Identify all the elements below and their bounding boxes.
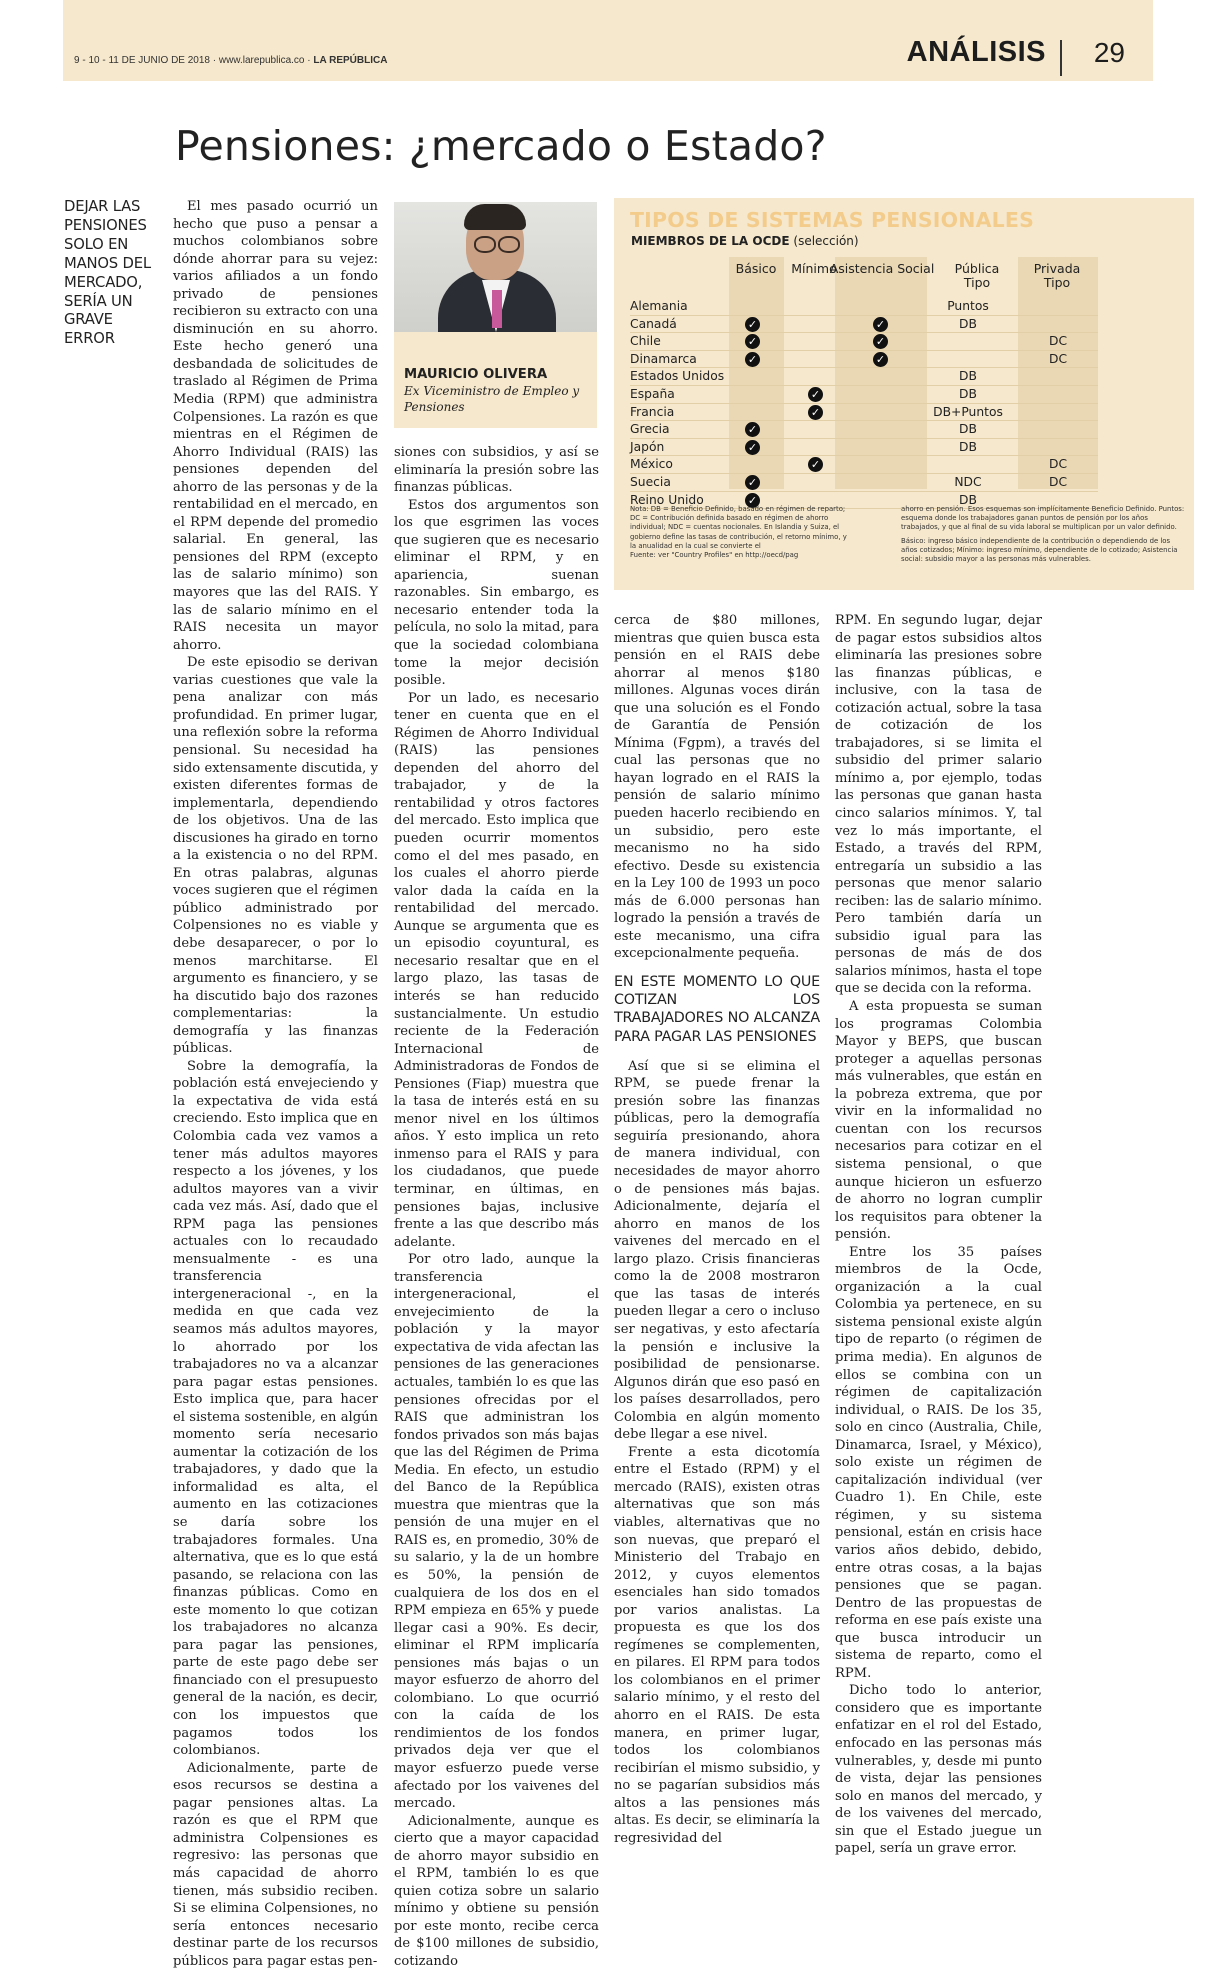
article-column-1	[173, 198, 378, 1970]
country-name: Reino Unido	[630, 492, 704, 507]
header-divider	[1060, 40, 1062, 76]
column-header-privada: Privada Tipo	[1033, 261, 1081, 290]
table-note-right-2: Básico: ingreso básico independiente de la contribución o dependiendo de los años cotizados; Mínimo: ingreso mínimo, dependiente de lo cotizado; Asistencia social: subsidio mayor a las personas más vulnerables.	[901, 537, 1178, 564]
check-icon: ✓	[745, 317, 760, 332]
publica-tipo-cell: DB	[959, 422, 977, 437]
publica-tipo-cell: DB	[959, 439, 977, 454]
table-row	[630, 474, 1190, 492]
check-icon: ✓	[808, 457, 823, 472]
paragraph: cerca de $80 millones, mientras que quien busca esta pensión en el RAIS debe ahorrar al menos $180 millones. Algunas voces dirán que una solución es el Fondo de Garantía de Pensión Mínima (Fgpm), a través del cual las personas que no hayan logrado en el RAIS la pensión de salario mínimo pueden hacerlo recibiendo en un subsidio, pero este mecanismo no ha sido efectivo. Desde su existencia en la Ley 100 de 1993 un poco más de 6.000 personas han logrado la pensión a través de este mecanismo, una cifra excepcionalmente pequeña.	[614, 613, 820, 962]
table-row	[630, 421, 1190, 439]
country-name: Canadá	[630, 316, 677, 331]
date-url-text: 9 - 10 - 11 DE JUNIO DE 2018 · www.larepublica.co ·	[74, 55, 314, 66]
paragraph: Sobre la demografía, la población está envejeciendo y la expectativa de vida está creciendo. Esto implica que en Colombia cada vez vamos a tener más adultos mayores respecto a los jóvenes, y los adultos mayores van a vivir cada vez más. Así, dado que el RPM paga las pensiones actuales con lo recaudado mensualmente - es una transferencia intergeneracional -, en la medida en que cada vez seamos más adultos mayores, lo ahorrado por los trabajadores no va a alcanzar para pagar estas pensiones. Esto implica que, para hacer el sistema sostenible, en algún momento sería necesario aumentar la cotización de los trabajadores, y dado que la informalidad es alta, el aumento en las cotizaciones se daría sobre los trabajadores formales. Una alternativa, que es lo que está pasando, se relaciona con las finanzas públicas. Como en este momento lo que cotizan los trabajadores no alcanza para pagar las pensiones, parte de este pago debe ser financiado con el presupuesto general de la nación, es decir, con los impuestos que pagamos todos los colombianos.	[173, 1058, 378, 1759]
publica-tipo-cell: DB	[959, 316, 977, 331]
column-header-publica: Pública Tipo	[954, 261, 1000, 290]
paragraph: Estos dos argumentos son los que esgrimen las voces que sugieren que es necesario eliminar el RPM, y en apariencia, suenan razonables. Sin embargo, es necesario entender toda la película, no solo la mitad, para que la sociedad colombiana tome la mejor decisión posible.	[394, 497, 599, 689]
column-header-asistencia: Asistencia Social	[829, 261, 935, 276]
country-name: Suecia	[630, 475, 671, 489]
check-icon: ✓	[745, 440, 760, 455]
table-row	[630, 386, 1190, 404]
article-column-3	[614, 612, 820, 1847]
country-name: Grecia	[630, 422, 670, 437]
paragraph: Frente a esta dicotomía entre el Estado (RPM) y el mercado (RAIS), existen otras alternativas que son más viables, alternativas que no son nuevas, que preparó el Ministerio del Trabajo en 2012, y cuyos elementos esenciales han sido tomados por varios analistas. La propuesta es que los dos regímenes se complementen, en pilares. El RPM para todos los colombianos en el primer salario mínimo, y el resto del ahorro en el RAIS. De esta manera, en primer lugar, todos los colombianos recibirían el mismo subsidio, y no se pagarían subsidios más altos a las pensiones más altas. Es decir, se eliminaría la regresividad del	[614, 1444, 820, 1846]
article-title: Pensiones: ¿mercado o Estado?	[175, 122, 827, 170]
check-icon: ✓	[808, 405, 823, 420]
table-subtitle	[631, 234, 859, 248]
check-icon: ✓	[745, 422, 760, 437]
article-column-4	[835, 612, 1042, 1858]
paragraph: Por otro lado, aunque la transferencia intergeneracional, el envejecimiento de la población y la mayor expectativa de vida afectan las pensiones de las generaciones actuales, también lo es que las pensiones ofrecidas por el RAIS que administran los fondos privados son más bajas que las del Régimen de Prima Media. En efecto, un estudio del Banco de la República muestra que mientras que la pensión de una mujer en el RAIS es, en promedio, 30% de su salario, y la de un hombre es 50%, la pensión de cualquiera de los dos en el RPM empieza en 65% y puede llegar casi a 90%. Es decir, eliminar el RPM implicaría pensiones más bajas o un mayor esfuerzo de ahorro del colombiano. Lo que ocurrió con la caída de los rendimientos de los fondos privados deja ver que el mayor esfuerzo puede verse afectado por los vaivenes del mercado.	[394, 1252, 599, 1812]
check-icon: ✓	[873, 317, 888, 332]
subheading: EN ESTE MOMENTO LO QUE COTIZAN LOS TRABAJADORES NO ALCANZA PARA PAGAR LAS PENSIONES	[614, 973, 820, 1045]
paragraph: Adicionalmente, parte de esos recursos se destina a pagar pensiones altas. La razón es que el RPM que administra Colpensiones es regresivo: las personas que más capacidad de ahorro tienen, más subsidio reciben. Si se elimina Colpensiones, no sería entonces necesario destinar parte de los recursos públicos para pagar estas pen-	[173, 1760, 378, 1969]
country-name: Estados Unidos	[630, 369, 725, 384]
publica-tipo-cell: DB	[959, 387, 977, 401]
publica-tipo-cell: DB+Puntos	[933, 404, 1003, 419]
table-subtitle-rest: (selección)	[789, 234, 859, 248]
column-header-minimo: Mínimo	[791, 261, 837, 276]
table-subtitle-bold: MIEMBROS DE LA OCDE	[631, 234, 790, 248]
publica-tipo-cell: NDC	[954, 475, 982, 489]
author-role: Ex Viceministro de Empleo y Pensiones	[404, 384, 580, 414]
check-icon: ✓	[873, 352, 888, 367]
privada-tipo-cell: DC	[1048, 351, 1068, 366]
privada-tipo-cell: DC	[1048, 457, 1068, 472]
privada-tipo-cell: DC	[1048, 475, 1068, 489]
author-name: MAURICIO OLIVERA	[404, 367, 548, 382]
country-name: Chile	[630, 334, 661, 349]
author-caption	[394, 332, 597, 428]
publica-tipo-cell: DB	[959, 492, 977, 507]
column-header-basico: Básico	[735, 261, 777, 276]
table-source: Fuente: ver "Country Profiles" en http://oecd/pag	[630, 551, 799, 559]
table-note-left: Nota: DB = Beneficio Definido, basado en régimen de reparto; DC = Contribución definida basado en régimen de ahorro individual; NDC = cuentas nocionales. En Islandia y Suiza, el gobierno define las tasas de contribución, el retorno mínimo, y la anualidad en la cual se convierte el	[630, 505, 847, 550]
photo-glasses-left	[474, 236, 496, 253]
article-column-2	[394, 444, 599, 1971]
privada-tipo-cell: DC	[1048, 334, 1068, 349]
pension-systems-table	[614, 198, 1194, 590]
paragraph: A esta propuesta se suman los programas Colombia Mayor y BEPS, que buscan proteger a aquellas personas más vulnerables, que están en la pobreza extrema, que por vivir en la informalidad no cuentan con los recursos necesarios para cotizar en el sistema pensional, o que aunque hicieron un esfuerzo de ahorro no logran cumplir los requisitos para obtener la pensión.	[835, 999, 1042, 1243]
page-header	[63, 0, 1153, 81]
paragraph: siones con subsidios, y así se eliminaría la presión sobre las finanzas públicas.	[394, 445, 599, 496]
check-icon: ✓	[745, 352, 760, 367]
table-row	[630, 316, 1190, 334]
photo-hair	[464, 204, 526, 230]
table-row	[630, 404, 1190, 422]
table-row	[630, 456, 1190, 474]
photo-glasses-right	[498, 236, 520, 253]
country-name: México	[630, 457, 673, 472]
country-name: España	[630, 387, 675, 401]
table-row	[630, 298, 1190, 316]
paragraph: El mes pasado ocurrió un hecho que puso a pensar a muchos colombianos sobre dónde ahorrar para su vejez: varios afiliados a un fondo privado de pensiones recibieron su extracto con una disminución en su ahorro. Este hecho generó una desbandada de solicitudes de traslado al Régimen de Prima Media (RPM) que administra Colpensiones. La razón es que mientras en el Régimen de Ahorro Individual (RAIS) las pensiones dependen del ahorro de las personas y de la rentabilidad en el mercado, en el RPM depende del promedio salarial. En general, las pensiones del RPM (excepto las de salario mínimo) son mayores que las del RAIS. Y las de salario mínimo en el RAIS necesita un mayor ahorro.	[173, 199, 378, 653]
section-label: ANÁLISIS	[906, 36, 1046, 68]
table-row	[630, 439, 1190, 457]
publica-tipo-cell: DB	[959, 369, 977, 384]
check-icon: ✓	[745, 493, 760, 508]
publica-tipo-cell: Puntos	[947, 299, 989, 313]
check-icon: ✓	[745, 334, 760, 349]
paragraph: Dicho todo lo anterior, considero que es importante enfatizar en el rol del Estado, enfocado en las personas más vulnerables, y, desde mi punto de vista, dejar las pensiones solo en manos del mercado, y de los vaivenes del mercado, sin que el Estado juegue un papel, sería un grave error.	[835, 1683, 1042, 1857]
paragraph: De este episodio se derivan varias cuestiones que vale la pena analizar con más profundidad. En primer lugar, una reflexión sobre la reforma pensional. Su necesidad ha sido extensamente discutida, y existen diferentes formas de implementarla, dependiendo de los objetivos. Una de las discusiones ha girado en torno a la existencia o no del RPM. En otras palabras, algunas voces sugieren que el régimen público administrado por Colpensiones no es viable y debe desaparecer, o por lo menos marchitarse. El argumento es financiero, y se ha discutido bajo dos razones complementarias: la demografía y las finanzas públicas.	[173, 655, 378, 1057]
table-title: TIPOS DE SISTEMAS PENSIONALES	[630, 208, 1035, 232]
brand-name: LA REPÚBLICA	[313, 55, 388, 66]
paragraph: Adicionalmente, aunque es cierto que a mayor capacidad de ahorro mayor subsidio en el RPM, también lo es que quien cotiza sobre un salario mínimo y obtiene su pensión por este monto, recibe cerca de $100 millones de subsidio, cotizando	[394, 1813, 599, 1970]
date-and-url	[74, 55, 387, 66]
table-row	[630, 351, 1190, 369]
table-row	[630, 333, 1190, 351]
paragraph: RPM. En segundo lugar, dejar de pagar estos subsidios altos eliminaría las presiones sobre las finanzas públicas, e inclusive, con la tasa de cotización actual, sobre la tasa de cotización de los trabajadores, si se limita el subsidio del primer salario mínimo a, por ejemplo, todas las personas que ganan hasta cinco salarios mínimos. Y, tal vez lo más importante, el Estado, a través del RPM, entregaría un subsidio a las personas que menor salario reciben: las de salario mínimo. Pero también daría un subsidio igual para las personas de más de dos salarios mínimos, hasta el tope que se decida con la reforma.	[835, 613, 1042, 997]
table-note-right-1: ahorro en pensión. Esos esquemas son implícitamente Beneficio Definido. Puntos: esquema donde los trabajadores ganan puntos de pensión por los años trabajados, y que al final de su vida laboral se multiplican por un valor definido.	[901, 505, 1185, 532]
photo-tie	[492, 290, 502, 328]
check-icon: ✓	[808, 387, 823, 402]
table-row	[630, 368, 1190, 386]
paragraph: Por un lado, es necesario tener en cuenta que en el Régimen de Ahorro Individual (RAIS) las pensiones dependen del ahorro del trabajador, y de la rentabilidad y otros factores del mercado. Esto implica que pueden ocurrir momentos como el del mes pasado, en los cuales el ahorro pierde valor dada la caída en la rentabilidad del mercado. Aunque se argumenta que es un episodio coyuntural, es necesario resaltar que en el largo plazo, las tasas de interés se han reducido sustancialmente. Un estudio reciente de la Federación Internacional de Administradoras de Fondos de Pensiones (Fiap) muestra que la tasa de interés está en su menor nivel en los últimos años. Y esto implica un reto inmenso para el RAIS y para los ciudadanos, que puede terminar, en últimas, en pensiones bajas, inclusive frente a las que describo más adelante.	[394, 690, 599, 1250]
check-icon: ✓	[745, 475, 760, 490]
check-icon: ✓	[873, 334, 888, 349]
pull-quote: DEJAR LAS PENSIONES SOLO EN MANOS DEL MERCADO, SERÍA UN GRAVE ERROR	[64, 198, 151, 348]
country-name: Japón	[630, 439, 665, 454]
paragraph: Así que si se elimina el RPM, se puede frenar la presión sobre las finanzas públicas, pero la demografía seguiría presionando, ahora de manera individual, con necesidades de mayor ahorro o de pensiones más bajas. Adicionalmente, dejaría el ahorro en manos de los vaivenes del mercado en el largo plazo. Crisis financieras como la de 2008 mostraron que las tasas de interés pueden llegar a cero o incluso ser negativas, y esto afectaría la pensión e inclusive la posibilidad de pensionarse. Algunos dirán que eso pasó en los países desarrollados, pero Colombia en algún momento debe llegar a ese nivel.	[614, 1058, 820, 1443]
author-photo	[394, 202, 597, 332]
country-name: Dinamarca	[630, 351, 697, 366]
country-name: Alemania	[630, 299, 688, 313]
country-name: Francia	[630, 404, 675, 419]
page-number: 29	[1093, 37, 1125, 68]
paragraph: Entre los 35 países miembros de la Ocde, organización a la cual Colombia ya pertenece, en su sistema pensional existe algún tipo de reparto (o régimen de prima media). En algunos de ellos se combina con un régimen de capitalización individual, o RAIS. De los 35, solo en cinco (Australia, Chile, Dinamarca, Israel, y México), solo existe un régimen de capitalización individual (ver Cuadro 1). En Chile, este régimen, y su sistema pensional, están en crisis hace varios años debido, debido, entre otras cosas, a la bajas pensiones que se pagan. Dentro de las propuestas de reforma en ese país existe una que busca introducir un sistema de reparto, como el RPM.	[835, 1244, 1042, 1681]
